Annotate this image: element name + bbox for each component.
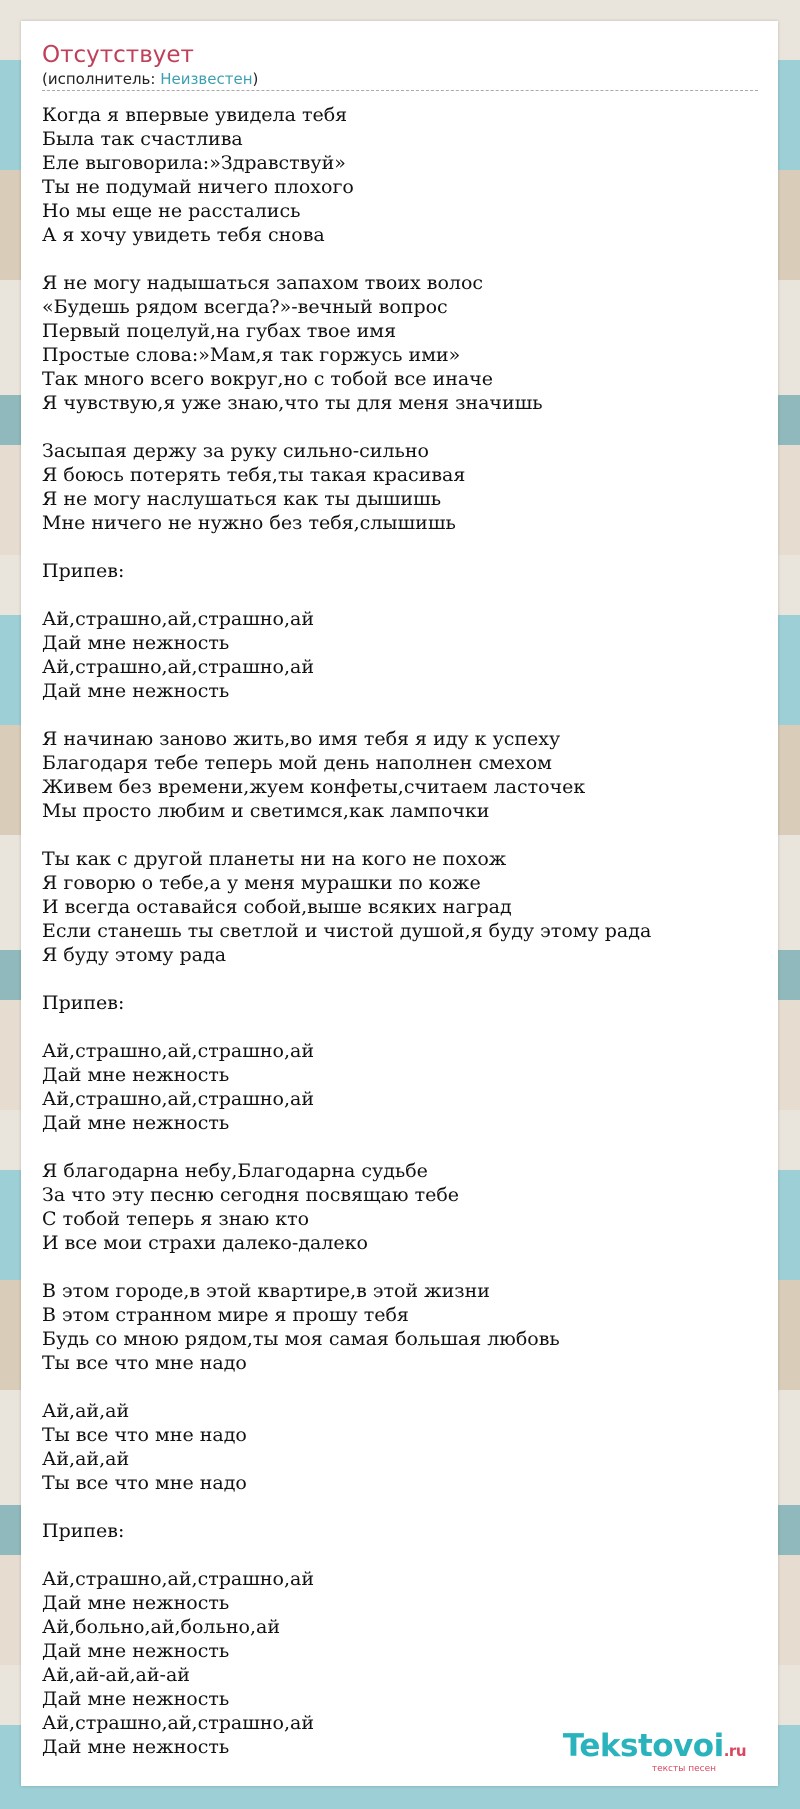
- logo-tld: .ru: [723, 1742, 746, 1760]
- lyric-line: Будь со мною рядом,ты моя самая большая любовь: [42, 1328, 560, 1350]
- lyric-line: Мне ничего не нужно без тебя,слышишь: [42, 512, 456, 534]
- lyric-line: Я буду этому рада: [42, 944, 227, 966]
- lyric-blank-line: [42, 535, 758, 559]
- lyric-blank-line: [42, 1135, 758, 1159]
- lyric-line: Ай,ай,ай: [42, 1400, 130, 1422]
- lyric-line: Припев:: [42, 992, 125, 1014]
- lyric-line: С тобой теперь я знаю кто: [42, 1208, 310, 1230]
- lyric-line: Дай мне нежность: [42, 1640, 230, 1662]
- lyric-line: Ай,ай-ай,ай-ай: [42, 1664, 190, 1686]
- lyrics-card: [21, 21, 778, 1786]
- lyric-blank-line: [42, 1543, 758, 1567]
- lyric-line: Ты все что мне надо: [42, 1472, 247, 1494]
- lyric-line: Засыпая держу за руку сильно-сильно: [42, 440, 429, 462]
- lyric-line: Ай,страшно,ай,страшно,ай: [42, 656, 315, 678]
- lyric-line: Дай мне нежность: [42, 1736, 230, 1758]
- lyric-line: Ай,страшно,ай,страшно,ай: [42, 1568, 315, 1590]
- lyric-blank-line: [42, 583, 758, 607]
- lyric-line: Еле выговорила:»Здравствуй»: [42, 152, 346, 174]
- lyric-line: Припев:: [42, 1520, 125, 1542]
- lyric-line: Так много всего вокруг,но с тобой все иначе: [42, 368, 494, 390]
- lyric-line: Мы просто любим и светимся,как лампочки: [42, 800, 490, 822]
- lyric-line: «Будешь рядом всегда?»-вечный вопрос: [42, 296, 448, 318]
- lyric-blank-line: [42, 415, 758, 439]
- lyric-line: Я не могу надышаться запахом твоих волос: [42, 272, 484, 294]
- lyric-line: Живем без времени,жуем конфеты,считаем ласточек: [42, 776, 586, 798]
- lyric-line: Ай,страшно,ай,страшно,ай: [42, 1712, 315, 1734]
- lyric-line: Дай мне нежность: [42, 680, 230, 702]
- lyric-blank-line: [42, 703, 758, 727]
- lyric-line: Первый поцелуй,на губах твое имя: [42, 320, 397, 342]
- artist-prefix: (исполнитель:: [42, 70, 161, 88]
- lyric-blank-line: [42, 823, 758, 847]
- lyric-blank-line: [42, 1495, 758, 1519]
- lyrics-text: [42, 103, 758, 1759]
- lyric-line: Припев:: [42, 560, 125, 582]
- lyric-line: Я боюсь потерять тебя,ты такая красивая: [42, 464, 466, 486]
- artist-line: [42, 69, 758, 91]
- site-logo[interactable]: [563, 1730, 746, 1774]
- lyric-line: Ты все что мне надо: [42, 1352, 247, 1374]
- lyric-line: Ты все что мне надо: [42, 1424, 247, 1446]
- lyric-line: Я начинаю заново жить,во имя тебя я иду к успеху: [42, 728, 561, 750]
- lyric-line: Простые слова:»Мам,я так горжусь ими»: [42, 344, 461, 366]
- lyric-line: В этом странном мире я прошу тебя: [42, 1304, 409, 1326]
- song-title: Отсутствует: [42, 42, 194, 68]
- lyric-line: Дай мне нежность: [42, 632, 230, 654]
- lyric-line: За что эту песню сегодня посвящаю тебе: [42, 1184, 460, 1206]
- lyric-line: Если станешь ты светлой и чистой душой,я буду этому рада: [42, 920, 652, 942]
- lyric-line: Но мы еще не расстались: [42, 200, 301, 222]
- lyric-blank-line: [42, 1015, 758, 1039]
- lyric-line: Я чувствую,я уже знаю,что ты для меня значишь: [42, 392, 543, 414]
- lyric-line: Дай мне нежность: [42, 1064, 230, 1086]
- lyric-line: Дай мне нежность: [42, 1592, 230, 1614]
- artist-suffix: ): [252, 70, 259, 88]
- logo-name: Tekstovoi: [562, 1728, 724, 1764]
- lyric-line: Когда я впервые увидела тебя: [42, 104, 348, 126]
- lyric-line: Дай мне нежность: [42, 1688, 230, 1710]
- lyric-line: Ай,страшно,ай,страшно,ай: [42, 1040, 315, 1062]
- lyric-line: А я хочу увидеть тебя снова: [42, 224, 325, 246]
- lyric-line: Ты не подумай ничего плохого: [42, 176, 354, 198]
- lyric-blank-line: [42, 1375, 758, 1399]
- lyric-line: Я благодарна небу,Благодарна судьбе: [42, 1160, 428, 1182]
- logo-tagline: тексты песен: [651, 1764, 716, 1774]
- lyric-line: Ай,ай,ай: [42, 1448, 130, 1470]
- lyric-line: В этом городе,в этой квартире,в этой жизни: [42, 1280, 490, 1302]
- lyric-blank-line: [42, 967, 758, 991]
- lyric-line: Дай мне нежность: [42, 1112, 230, 1134]
- lyric-line: Была так счастлива: [42, 128, 243, 150]
- lyric-line: И все мои страхи далеко-далеко: [42, 1232, 368, 1254]
- lyric-blank-line: [42, 247, 758, 271]
- lyric-line: Ты как с другой планеты ни на кого не похож: [42, 848, 507, 870]
- lyric-line: Я говорю о тебе,а у меня мурашки по коже: [42, 872, 481, 894]
- lyric-line: Я не могу наслушаться как ты дышишь: [42, 488, 442, 510]
- lyric-line: Благодаря тебе теперь мой день наполнен смехом: [42, 752, 552, 774]
- lyric-line: Ай,страшно,ай,страшно,ай: [42, 608, 315, 630]
- lyric-line: Ай,страшно,ай,страшно,ай: [42, 1088, 315, 1110]
- lyric-line: И всегда оставайся собой,выше всяких наград: [42, 896, 512, 918]
- lyric-blank-line: [42, 1255, 758, 1279]
- lyric-line: Ай,больно,ай,больно,ай: [42, 1616, 280, 1638]
- artist-link[interactable]: Неизвестен: [160, 70, 253, 88]
